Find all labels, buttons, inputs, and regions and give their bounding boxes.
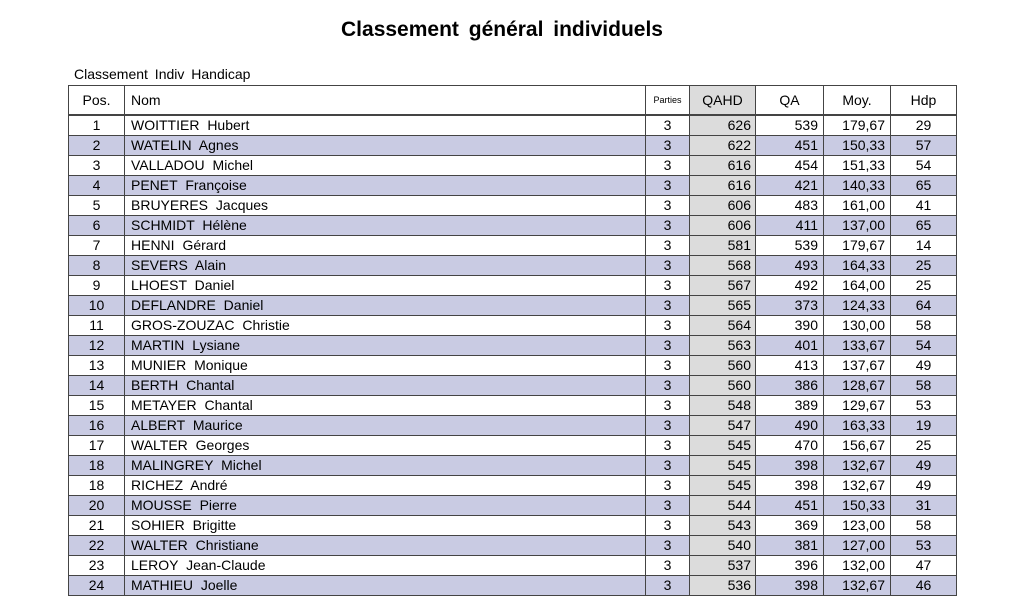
cell-nom: VALLADOU Michel bbox=[125, 156, 646, 176]
cell-qahd: 536 bbox=[690, 576, 756, 596]
cell-hdp: 53 bbox=[891, 536, 957, 556]
cell-qa: 539 bbox=[756, 115, 824, 136]
cell-moy: 132,00 bbox=[824, 556, 891, 576]
cell-qa: 539 bbox=[756, 236, 824, 256]
cell-parties: 3 bbox=[646, 436, 690, 456]
cell-parties: 3 bbox=[646, 176, 690, 196]
cell-nom: LHOEST Daniel bbox=[125, 276, 646, 296]
cell-pos: 4 bbox=[69, 176, 125, 196]
cell-pos: 9 bbox=[69, 276, 125, 296]
cell-qahd: 545 bbox=[690, 456, 756, 476]
table-row bbox=[69, 256, 957, 276]
cell-nom: WALTER Christiane bbox=[125, 536, 646, 556]
cell-pos: 16 bbox=[69, 416, 125, 436]
cell-qa: 413 bbox=[756, 356, 824, 376]
cell-nom: RICHEZ André bbox=[125, 476, 646, 496]
cell-moy: 124,33 bbox=[824, 296, 891, 316]
cell-hdp: 31 bbox=[891, 496, 957, 516]
cell-moy: 127,00 bbox=[824, 536, 891, 556]
cell-moy: 163,33 bbox=[824, 416, 891, 436]
cell-moy: 164,00 bbox=[824, 276, 891, 296]
cell-moy: 129,67 bbox=[824, 396, 891, 416]
cell-nom: GROS-ZOUZAC Christie bbox=[125, 316, 646, 336]
cell-qahd: 560 bbox=[690, 356, 756, 376]
table-row bbox=[69, 476, 957, 496]
table-row bbox=[69, 156, 957, 176]
cell-qahd: 616 bbox=[690, 156, 756, 176]
cell-hdp: 41 bbox=[891, 196, 957, 216]
header-nom: Nom bbox=[125, 86, 646, 116]
cell-qahd: 564 bbox=[690, 316, 756, 336]
cell-nom: DEFLANDRE Daniel bbox=[125, 296, 646, 316]
table-row bbox=[69, 456, 957, 476]
table-row bbox=[69, 296, 957, 316]
cell-parties: 3 bbox=[646, 115, 690, 136]
table-row bbox=[69, 576, 957, 596]
cell-qa: 490 bbox=[756, 416, 824, 436]
cell-qahd: 568 bbox=[690, 256, 756, 276]
cell-moy: 161,00 bbox=[824, 196, 891, 216]
cell-qa: 369 bbox=[756, 516, 824, 536]
table-row bbox=[69, 216, 957, 236]
cell-nom: MALINGREY Michel bbox=[125, 456, 646, 476]
cell-pos: 12 bbox=[69, 336, 125, 356]
cell-parties: 3 bbox=[646, 216, 690, 236]
cell-nom: MOUSSE Pierre bbox=[125, 496, 646, 516]
cell-hdp: 64 bbox=[891, 296, 957, 316]
cell-moy: 151,33 bbox=[824, 156, 891, 176]
cell-pos: 13 bbox=[69, 356, 125, 376]
cell-hdp: 49 bbox=[891, 356, 957, 376]
header-moy: Moy. bbox=[824, 86, 891, 116]
cell-qa: 451 bbox=[756, 136, 824, 156]
cell-qahd: 543 bbox=[690, 516, 756, 536]
cell-moy: 164,33 bbox=[824, 256, 891, 276]
cell-qahd: 540 bbox=[690, 536, 756, 556]
cell-parties: 3 bbox=[646, 336, 690, 356]
cell-pos: 23 bbox=[69, 556, 125, 576]
cell-hdp: 19 bbox=[891, 416, 957, 436]
cell-hdp: 57 bbox=[891, 136, 957, 156]
header-qahd: QAHD bbox=[690, 86, 756, 116]
table-caption: Classement Indiv Handicap bbox=[74, 66, 251, 82]
table-row bbox=[69, 536, 957, 556]
cell-qa: 451 bbox=[756, 496, 824, 516]
cell-pos: 24 bbox=[69, 576, 125, 596]
cell-hdp: 65 bbox=[891, 176, 957, 196]
cell-pos: 7 bbox=[69, 236, 125, 256]
table-row bbox=[69, 516, 957, 536]
cell-qa: 390 bbox=[756, 316, 824, 336]
cell-pos: 17 bbox=[69, 436, 125, 456]
cell-pos: 11 bbox=[69, 316, 125, 336]
cell-nom: SEVERS Alain bbox=[125, 256, 646, 276]
cell-hdp: 58 bbox=[891, 376, 957, 396]
cell-moy: 132,67 bbox=[824, 456, 891, 476]
cell-moy: 179,67 bbox=[824, 115, 891, 136]
cell-qa: 398 bbox=[756, 456, 824, 476]
cell-qahd: 606 bbox=[690, 216, 756, 236]
cell-qahd: 548 bbox=[690, 396, 756, 416]
table-row bbox=[69, 176, 957, 196]
cell-parties: 3 bbox=[646, 456, 690, 476]
cell-nom: WATELIN Agnes bbox=[125, 136, 646, 156]
cell-qahd: 537 bbox=[690, 556, 756, 576]
ranking-table bbox=[68, 85, 957, 596]
cell-moy: 132,67 bbox=[824, 576, 891, 596]
cell-qa: 398 bbox=[756, 476, 824, 496]
table-row bbox=[69, 196, 957, 216]
cell-pos: 22 bbox=[69, 536, 125, 556]
cell-hdp: 25 bbox=[891, 256, 957, 276]
cell-qahd: 626 bbox=[690, 115, 756, 136]
cell-moy: 137,67 bbox=[824, 356, 891, 376]
cell-hdp: 58 bbox=[891, 516, 957, 536]
cell-nom: MARTIN Lysiane bbox=[125, 336, 646, 356]
table-row bbox=[69, 236, 957, 256]
cell-parties: 3 bbox=[646, 196, 690, 216]
cell-qa: 493 bbox=[756, 256, 824, 276]
cell-hdp: 49 bbox=[891, 476, 957, 496]
cell-hdp: 58 bbox=[891, 316, 957, 336]
cell-nom: HENNI Gérard bbox=[125, 236, 646, 256]
cell-hdp: 25 bbox=[891, 436, 957, 456]
cell-parties: 3 bbox=[646, 396, 690, 416]
cell-hdp: 54 bbox=[891, 336, 957, 356]
table-row bbox=[69, 416, 957, 436]
cell-qahd: 565 bbox=[690, 296, 756, 316]
cell-parties: 3 bbox=[646, 536, 690, 556]
cell-qahd: 547 bbox=[690, 416, 756, 436]
cell-pos: 2 bbox=[69, 136, 125, 156]
cell-parties: 3 bbox=[646, 156, 690, 176]
table-row bbox=[69, 396, 957, 416]
cell-pos: 20 bbox=[69, 496, 125, 516]
cell-pos: 8 bbox=[69, 256, 125, 276]
table-row bbox=[69, 436, 957, 456]
cell-parties: 3 bbox=[646, 136, 690, 156]
cell-parties: 3 bbox=[646, 376, 690, 396]
cell-qa: 396 bbox=[756, 556, 824, 576]
cell-nom: MATHIEU Joelle bbox=[125, 576, 646, 596]
cell-nom: WOITTIER Hubert bbox=[125, 115, 646, 136]
cell-hdp: 14 bbox=[891, 236, 957, 256]
cell-qa: 389 bbox=[756, 396, 824, 416]
table-row bbox=[69, 316, 957, 336]
cell-hdp: 53 bbox=[891, 396, 957, 416]
cell-moy: 133,67 bbox=[824, 336, 891, 356]
cell-parties: 3 bbox=[646, 316, 690, 336]
cell-qa: 421 bbox=[756, 176, 824, 196]
cell-nom: ALBERT Maurice bbox=[125, 416, 646, 436]
cell-moy: 137,00 bbox=[824, 216, 891, 236]
cell-nom: SCHMIDT Hélène bbox=[125, 216, 646, 236]
cell-pos: 14 bbox=[69, 376, 125, 396]
cell-qahd: 616 bbox=[690, 176, 756, 196]
cell-moy: 150,33 bbox=[824, 496, 891, 516]
cell-parties: 3 bbox=[646, 356, 690, 376]
cell-nom: WALTER Georges bbox=[125, 436, 646, 456]
cell-hdp: 25 bbox=[891, 276, 957, 296]
cell-qa: 492 bbox=[756, 276, 824, 296]
table-row bbox=[69, 356, 957, 376]
cell-nom: LEROY Jean-Claude bbox=[125, 556, 646, 576]
cell-pos: 5 bbox=[69, 196, 125, 216]
table-row bbox=[69, 496, 957, 516]
cell-qahd: 545 bbox=[690, 436, 756, 456]
cell-hdp: 49 bbox=[891, 456, 957, 476]
cell-qa: 381 bbox=[756, 536, 824, 556]
cell-nom: MUNIER Monique bbox=[125, 356, 646, 376]
cell-parties: 3 bbox=[646, 416, 690, 436]
cell-hdp: 29 bbox=[891, 115, 957, 136]
cell-qahd: 544 bbox=[690, 496, 756, 516]
cell-moy: 179,67 bbox=[824, 236, 891, 256]
cell-pos: 15 bbox=[69, 396, 125, 416]
cell-qahd: 560 bbox=[690, 376, 756, 396]
table-body bbox=[69, 115, 957, 596]
table-row bbox=[69, 136, 957, 156]
cell-qa: 470 bbox=[756, 436, 824, 456]
cell-parties: 3 bbox=[646, 276, 690, 296]
cell-qa: 401 bbox=[756, 336, 824, 356]
cell-moy: 140,33 bbox=[824, 176, 891, 196]
cell-qahd: 606 bbox=[690, 196, 756, 216]
cell-qa: 398 bbox=[756, 576, 824, 596]
cell-qa: 386 bbox=[756, 376, 824, 396]
cell-pos: 18 bbox=[69, 476, 125, 496]
cell-moy: 123,00 bbox=[824, 516, 891, 536]
cell-nom: PENET Françoise bbox=[125, 176, 646, 196]
header-qa: QA bbox=[756, 86, 824, 116]
cell-nom: METAYER Chantal bbox=[125, 396, 646, 416]
cell-parties: 3 bbox=[646, 236, 690, 256]
cell-parties: 3 bbox=[646, 576, 690, 596]
cell-hdp: 46 bbox=[891, 576, 957, 596]
cell-hdp: 65 bbox=[891, 216, 957, 236]
cell-moy: 128,67 bbox=[824, 376, 891, 396]
header-hdp: Hdp bbox=[891, 86, 957, 116]
cell-qa: 373 bbox=[756, 296, 824, 316]
cell-pos: 18 bbox=[69, 456, 125, 476]
table-header-row bbox=[69, 86, 957, 116]
table-row bbox=[69, 115, 957, 136]
table-row bbox=[69, 276, 957, 296]
cell-parties: 3 bbox=[646, 256, 690, 276]
cell-pos: 10 bbox=[69, 296, 125, 316]
cell-nom: BERTH Chantal bbox=[125, 376, 646, 396]
cell-qa: 454 bbox=[756, 156, 824, 176]
cell-parties: 3 bbox=[646, 296, 690, 316]
header-parties: Parties bbox=[646, 86, 690, 116]
cell-parties: 3 bbox=[646, 496, 690, 516]
cell-parties: 3 bbox=[646, 516, 690, 536]
cell-qa: 411 bbox=[756, 216, 824, 236]
cell-moy: 130,00 bbox=[824, 316, 891, 336]
table-row bbox=[69, 556, 957, 576]
cell-qahd: 567 bbox=[690, 276, 756, 296]
cell-moy: 156,67 bbox=[824, 436, 891, 456]
cell-hdp: 54 bbox=[891, 156, 957, 176]
cell-qahd: 622 bbox=[690, 136, 756, 156]
cell-pos: 21 bbox=[69, 516, 125, 536]
table-row bbox=[69, 376, 957, 396]
cell-qahd: 581 bbox=[690, 236, 756, 256]
cell-moy: 150,33 bbox=[824, 136, 891, 156]
table-row bbox=[69, 336, 957, 356]
cell-nom: SOHIER Brigitte bbox=[125, 516, 646, 536]
cell-parties: 3 bbox=[646, 476, 690, 496]
cell-pos: 3 bbox=[69, 156, 125, 176]
cell-qahd: 545 bbox=[690, 476, 756, 496]
cell-moy: 132,67 bbox=[824, 476, 891, 496]
page-title: Classement général individuels bbox=[341, 18, 663, 41]
cell-qahd: 563 bbox=[690, 336, 756, 356]
cell-pos: 1 bbox=[69, 115, 125, 136]
cell-parties: 3 bbox=[646, 556, 690, 576]
cell-qa: 483 bbox=[756, 196, 824, 216]
cell-nom: BRUYERES Jacques bbox=[125, 196, 646, 216]
cell-pos: 6 bbox=[69, 216, 125, 236]
header-pos: Pos. bbox=[69, 86, 125, 116]
cell-hdp: 47 bbox=[891, 556, 957, 576]
